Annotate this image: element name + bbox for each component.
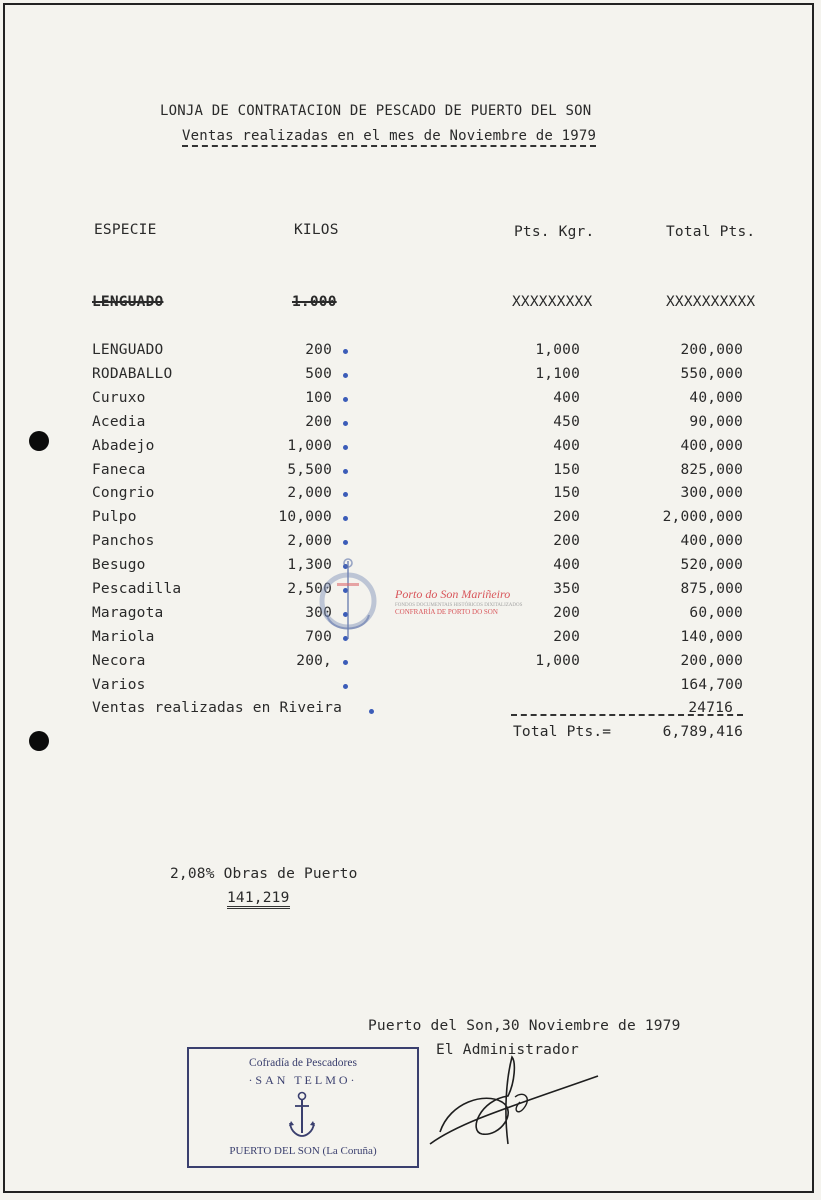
tick-mark [343,397,348,402]
row-total: 520,000 [680,557,743,573]
struck-kilos: 1.000 [292,294,337,310]
obras-value: 141,219 [227,890,290,909]
riveira-total: 24716 [688,700,733,716]
row-pts-kgr: 200 [553,533,580,549]
row-pts-kgr: 400 [553,390,580,406]
row-especie: Acedia [92,414,146,430]
riveira-label: Ventas realizadas en Riveira [92,700,343,716]
row-kilos: 300 [305,605,332,621]
watermark-line2: FONDOS DOCUMENTAIS HISTÓRICOS DIXITALIZADOS [395,603,523,608]
watermark-line1: Porto do Son Mariñeiro [395,587,511,601]
row-pts-kgr: 200 [553,629,580,645]
row-pts-kgr: 1,000 [535,653,580,669]
tick-mark [343,540,348,545]
row-pts-kgr: 400 [553,557,580,573]
struck-especie: LENGUADO [92,294,164,310]
signer-title: El Administrador [436,1042,579,1058]
row-especie: Varios [92,677,146,693]
row-pts-kgr: 150 [553,462,580,478]
archive-watermark-logo [313,555,383,645]
row-pts-kgr: 200 [553,605,580,621]
row-total: 875,000 [680,581,743,597]
row-kilos: 2,000 [287,533,332,549]
row-pts-kgr: 450 [553,414,580,430]
row-total: 200,000 [680,342,743,358]
punch-hole-top [29,431,49,451]
row-kilos: 5,500 [287,462,332,478]
stamp-line3: PUERTO DEL SON (La Coruña) [229,1145,377,1157]
watermark-line3: CONFRARÍA DE PORTO DO SON [395,608,498,616]
row-especie: LENGUADO [92,342,164,358]
row-kilos: 1,000 [287,438,332,454]
document-title: LONJA DE CONTRATACION DE PESCADO DE PUERTO DEL SON [160,103,592,119]
row-kilos: 2,500 [287,581,332,597]
header-especie: ESPECIE [94,222,157,238]
row-especie: Faneca [92,462,146,478]
anchor-icon [287,1091,317,1139]
stamp-line1: Cofradía de Pescadores [249,1057,357,1069]
row-pts-kgr: 150 [553,485,580,501]
tick-mark [343,469,348,474]
watermark-text [395,587,522,616]
tick-mark [369,709,374,714]
stamp-line2: ·SAN TELMO· [248,1073,358,1087]
tick-mark [343,660,348,665]
row-especie: Curuxo [92,390,146,406]
row-kilos: 200 [305,342,332,358]
row-kilos: 2,000 [287,485,332,501]
obras-label: 2,08% Obras de Puerto [170,866,358,882]
row-total: 200,000 [680,653,743,669]
row-total: 825,000 [680,462,743,478]
sum-rule [511,714,743,716]
header-total: Total Pts. [666,224,756,240]
row-especie: Besugo [92,557,146,573]
place-date: Puerto del Son,30 Noviembre de 1979 [368,1018,681,1034]
grand-total-label: Total Pts.= [513,724,612,740]
tick-mark [343,445,348,450]
row-pts-kgr: 1,000 [535,342,580,358]
row-especie: Panchos [92,533,155,549]
row-especie: Necora [92,653,146,669]
header-kilos: KILOS [294,222,339,238]
row-total: 300,000 [680,485,743,501]
cofradia-stamp [187,1047,419,1168]
row-total: 2,000,000 [662,509,743,525]
row-kilos: 10,000 [278,509,332,525]
row-kilos: 1,300 [287,557,332,573]
row-pts-kgr: 1,100 [535,366,580,382]
row-total: 60,000 [689,605,743,621]
tick-mark [343,516,348,521]
tick-mark [343,684,348,689]
row-kilos: 700 [305,629,332,645]
signature-scribble [420,1052,610,1152]
row-especie: Maragota [92,605,164,621]
tick-mark [343,349,348,354]
row-pts-kgr: 200 [553,509,580,525]
row-especie: Pescadilla [92,581,182,597]
punch-hole-bottom [29,731,49,751]
row-kilos: 200, [296,653,332,669]
row-pts-kgr: 350 [553,581,580,597]
row-pts-kgr: 400 [553,438,580,454]
row-total: 90,000 [689,414,743,430]
row-kilos: 200 [305,414,332,430]
tick-mark [343,421,348,426]
row-especie: Mariola [92,629,155,645]
row-kilos: 100 [305,390,332,406]
row-total: 550,000 [680,366,743,382]
row-total: 164,700 [680,677,743,693]
tick-mark [343,492,348,497]
grand-total-value: 6,789,416 [662,724,743,740]
row-especie: Congrio [92,485,155,501]
row-especie: Abadejo [92,438,155,454]
row-especie: RODABALLO [92,366,173,382]
row-total: 140,000 [680,629,743,645]
struck-pts-kgr: XXXXXXXXX [512,294,593,310]
row-total: 400,000 [680,438,743,454]
row-especie: Pulpo [92,509,137,525]
header-pts-kgr: Pts. Kgr. [514,224,595,240]
struck-total: XXXXXXXXXX [666,294,756,310]
row-total: 40,000 [689,390,743,406]
row-kilos: 500 [305,366,332,382]
tick-mark [343,373,348,378]
row-total: 400,000 [680,533,743,549]
document-subtitle: Ventas realizadas en el mes de Noviembre de 1979 [182,128,596,147]
